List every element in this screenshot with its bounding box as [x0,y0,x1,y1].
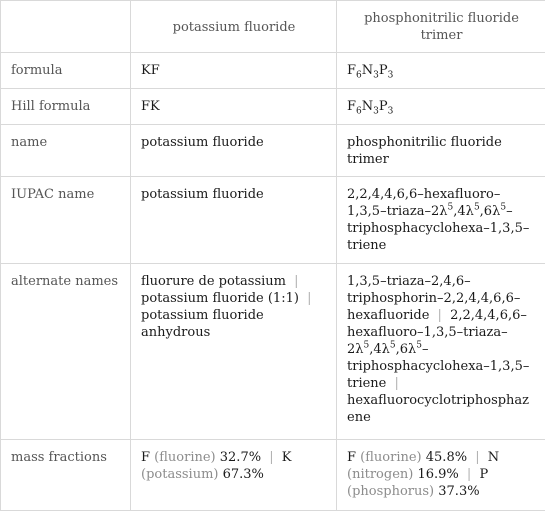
table-row-hill-formula [1,89,545,125]
name-kf: potassium fluoride [131,125,337,177]
header-potassium-fluoride: potassium fluoride [131,1,337,53]
alternate-names-kf: fluorure de potassium | potassium fluoride (1:1) | potassium fluoride anhydrous [131,264,337,440]
header-row [1,1,545,53]
table-row-mass-fractions [1,440,545,511]
formula-kf: KF [131,53,337,89]
table-row-formula [1,53,545,89]
row-label-formula: formula [1,53,131,89]
table-row-iupac-name [1,177,545,264]
table-row-name [1,125,545,177]
iupac-name-trimer: $2,2,4,4,6,6-hexafluoro-1,3,5-triaza-2\lambda^5,4\lambda^5,6\lambda^5-triphosphacyclohexa-1,3,5$–triene [337,177,545,264]
row-label-name: name [1,125,131,177]
hill-formula-trimer: $F_6N_3P_3$ [337,89,545,125]
row-label-iupac-name: IUPAC name [1,177,131,264]
iupac-name-kf: potassium fluoride [131,177,337,264]
mass-fractions-kf: F (fluorine) 32.7% | K (potassium) 67.3% [131,440,337,511]
name-trimer: phosphonitrilic fluoride trimer [337,125,545,177]
alternate-names-trimer: 1,3,5–triaza–2,4,6–triphosphorin–2,2,4,4,6,6–hexafluoride | $2,2,4,4,6,6-hexafluoro-1,3,5-triaza-2\lambda^5,4\lambda^5,6\lambda^5-triphosphacyclohexa-1,3,5$–triene | hexafluorocyclotriphosphazene [337,264,545,440]
formula-trimer: $F_6N_3P_3$ [337,53,545,89]
row-label-mass-fractions: mass fractions [1,440,131,511]
corner-cell [1,1,131,53]
hill-formula-kf: FK [131,89,337,125]
table-row-alternate-names [1,264,545,440]
row-label-hill-formula: Hill formula [1,89,131,125]
row-label-alternate-names: alternate names [1,264,131,440]
header-phosphonitrilic-fluoride-trimer: phosphonitrilic fluoride trimer [337,1,545,53]
mass-fractions-trimer: F (fluorine) 45.8% | N (nitrogen) 16.9% | P (phosphorus) 37.3% [337,440,545,511]
